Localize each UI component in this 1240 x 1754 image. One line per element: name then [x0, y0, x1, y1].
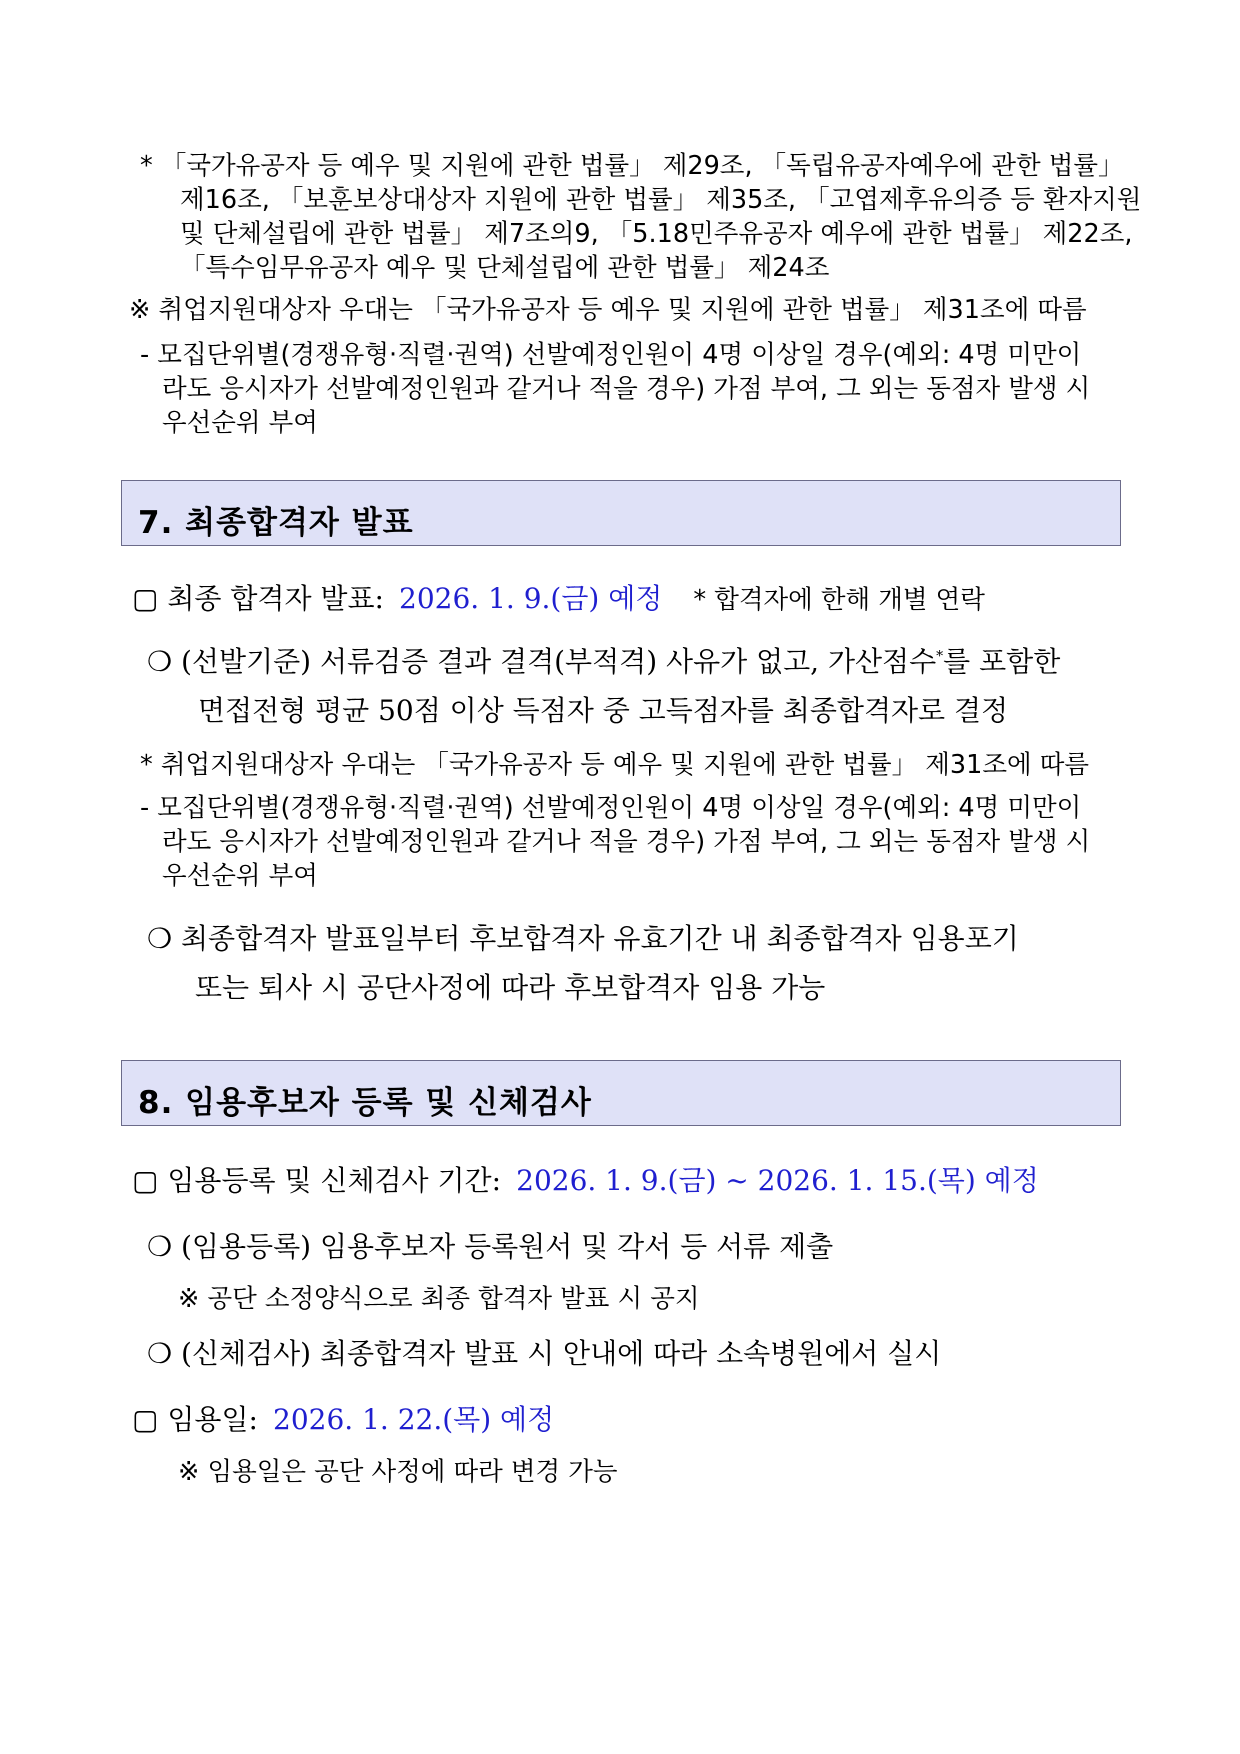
final-announce-row: [132, 582, 985, 615]
s7-employment-support-note: * 취업지원대상자 우대는 「국가유공자 등 예우 및 지원에 관한 법률」 제31조에 따름: [140, 750, 1089, 780]
criteria-text-a: ❍ (선발기준) 서류검증 결과 결격(부적격) 사유가 없고, 가산점수: [147, 645, 937, 678]
medical-exam-item: ❍ (신체검사) 최종합격자 발표 시 안내에 따라 소속병원에서 실시: [147, 1337, 942, 1370]
s7-bonus-rule-line-3: 우선순위 부여: [162, 861, 318, 891]
criteria-text-b: 를 포함한: [943, 645, 1061, 678]
reserve-line-2: 또는 퇴사 시 공단사정에 따라 후보합격자 임용 가능: [195, 971, 826, 1004]
reserve-line-1: ❍ 최종합격자 발표일부터 후보합격자 유효기간 내 최종합격자 임용포기: [147, 922, 1019, 955]
final-announce-date: 2026. 1. 9.(금) 예정: [399, 582, 663, 615]
registration-item: ❍ (임용등록) 임용후보자 등록원서 및 각서 등 서류 제출: [147, 1230, 834, 1263]
appointment-note: ※ 임용일은 공단 사정에 따라 변경 가능: [178, 1457, 618, 1487]
law-note-line-4: 「특수임무유공자 예우 및 단체설립에 관한 법률」 제24조: [180, 253, 830, 283]
registration-period-date: 2026. 1. 9.(금) ~ 2026. 1. 15.(목) 예정: [516, 1164, 1039, 1197]
criteria-line-1: [147, 645, 1061, 678]
section-7-header: [121, 480, 1121, 546]
section-7-title: 7. 최종합격자 발표: [138, 505, 414, 541]
bonus-rule-line-3: 우선순위 부여: [162, 408, 318, 438]
criteria-line-2: 면접전형 평균 50점 이상 득점자 중 고득점자를 최종합격자로 결정: [198, 694, 1009, 727]
registration-period-row: [132, 1164, 1039, 1197]
law-note-line-2: 제16조, 「보훈보상대상자 지원에 관한 법률」 제35조, 「고엽제후유의증 등 환자지원: [180, 185, 1142, 215]
appointment-row: [132, 1403, 555, 1436]
s7-bonus-rule-line-2: 라도 응시자가 선발예정인원과 같거나 적을 경우) 가점 부여, 그 외는 동점자 발생 시: [162, 827, 1091, 857]
criteria-sup: *: [936, 648, 944, 665]
law-note-line-1: * 「국가유공자 등 예우 및 지원에 관한 법률」 제29조, 「독립유공자예우에 관한 법률」: [140, 151, 1124, 181]
final-announce-label: ▢ 최종 합격자 발표:: [132, 582, 384, 615]
appointment-date: 2026. 1. 22.(목) 예정: [273, 1403, 555, 1436]
law-note-line-3: 및 단체설립에 관한 법률」 제7조의9, 「5.18민주유공자 예우에 관한 법률」 제22조,: [180, 219, 1133, 249]
registration-note: ※ 공단 소정양식으로 최종 합격자 발표 시 공지: [178, 1284, 700, 1314]
final-announce-note: * 합격자에 한해 개별 연락: [693, 585, 985, 615]
bonus-rule-line-1: - 모집단위별(경쟁유형·직렬·권역) 선발예정인원이 4명 이상일 경우(예외: 4명 미만이: [140, 340, 1082, 370]
s7-bonus-rule-line-1: - 모집단위별(경쟁유형·직렬·권역) 선발예정인원이 4명 이상일 경우(예외: 4명 미만이: [140, 793, 1082, 823]
appointment-label: ▢ 임용일:: [132, 1403, 258, 1436]
section-8-header: [121, 1060, 1121, 1126]
section-8-title: 8. 임용후보자 등록 및 신체검사: [138, 1085, 592, 1121]
employment-support-note: ※ 취업지원대상자 우대는 「국가유공자 등 예우 및 지원에 관한 법률」 제31조에 따름: [129, 295, 1087, 325]
registration-period-label: ▢ 임용등록 및 신체검사 기간:: [132, 1164, 502, 1197]
bonus-rule-line-2: 라도 응시자가 선발예정인원과 같거나 적을 경우) 가점 부여, 그 외는 동점자 발생 시: [162, 374, 1091, 404]
